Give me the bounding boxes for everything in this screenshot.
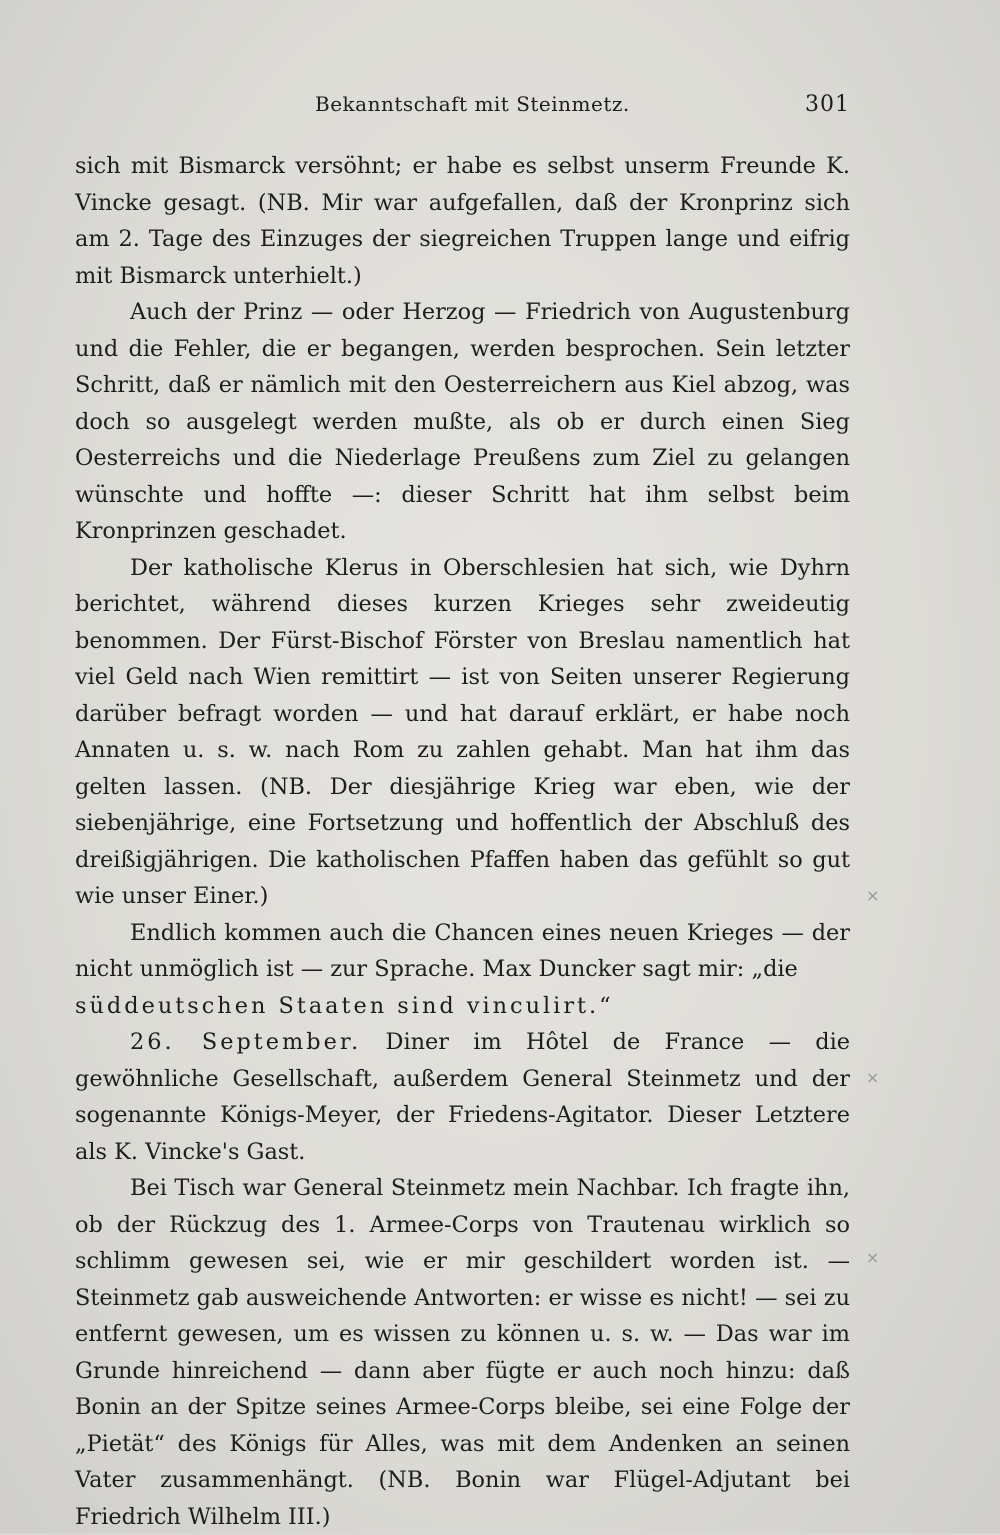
- paragraph-3: Der katholische Klerus in Oberschlesien hat sich, wie Dyhrn berichtet, während dieses kurzen Krieges sehr zweideutig benommen. Der Fürst-Bischof Förster von Breslau namentlich hat viel Geld nach Wien remittirt — ist von Seiten unserer Regierung darüber befragt worden — und hat darauf erklärt, er habe noch Annaten u. s. w. nach Rom zu zahlen gehabt. Man hat ihm das gelten lassen. (NB. Der diesjährige Krieg war eben, wie der siebenjährige, eine Fortsetzung und hoffentlich der Abschluß des dreißigjährigen. Die katholischen Pfaffen haben das gefühlt so gut wie unser Einer.): [75, 554, 850, 909]
- paragraph-4: [75, 915, 850, 1025]
- paragraph-4-spaced-text: süddeutschen Staaten sind vinculirt.“: [75, 992, 614, 1019]
- body-text: [75, 148, 850, 1535]
- margin-cross-mark: ×: [866, 1248, 880, 1267]
- paragraph-4-text: Endlich kommen auch die Chancen eines neuen Krieges — der nicht unmöglich ist — zur Sprache. Max Duncker sagt mir: „die: [75, 919, 850, 982]
- paragraph-1: sich mit Bismarck versöhnt; er habe es selbst unserm Freunde K. Vincke gesagt. (NB. Mir war aufgefallen, daß der Kronprinz sich am 2. Tage des Einzuges der siegreichen Truppen lange und eifrig mit Bismarck unterhielt.): [75, 153, 850, 289]
- paragraph-5: [75, 1024, 850, 1170]
- margin-cross-mark: ×: [866, 1068, 880, 1087]
- date-heading: 26. September.: [130, 1029, 362, 1055]
- paragraph-2: Auch der Prinz — oder Herzog — Friedrich von Augustenburg und die Fehler, die er begangen, werden besprochen. Sein letzter Schritt, daß er nämlich mit den Oesterreichern aus Kiel abzog, was doch so ausgelegt werden mußte, als ob er durch einen Sieg Oesterreichs und die Niederlage Preußens zum Ziel zu gelangen wünschte und hoffte —: dieser Schritt hat ihm selbst beim Kronprinzen geschadet.: [75, 299, 850, 544]
- paragraph-5-text: Diner im Hôtel de France — die gewöhnliche Gesellschaft, außerdem General Steinmetz und der sogenannte Königs-Meyer, der Friedens-Agitator. Dieser Letztere als K. Vincke's Gast.: [75, 1029, 850, 1165]
- page-header: [75, 92, 850, 132]
- page-number: 301: [805, 92, 850, 117]
- margin-cross-mark: ×: [866, 886, 880, 905]
- running-head: Bekanntschaft mit Steinmetz.: [315, 92, 630, 116]
- paragraph-6: Bei Tisch war General Steinmetz mein Nachbar. Ich fragte ihn, ob der Rückzug des 1. Armee-Corps von Trautenau wirklich so schlimm gewesen sei, wie er mir geschildert worden ist. — Steinmetz gab ausweichende Antworten: er wisse es nicht! — sei zu entfernt gewesen, um es wissen zu können u. s. w. — Das war im Grunde hinreichend — dann aber fügte er auch noch hinzu: daß Bonin an der Spitze seines Armee-Corps bleibe, sei eine Folge der „Pietät“ des Königs für Alles, was mit dem Andenken an seinen Vater zusammenhängt. (NB. Bonin war Flügel-Adjutant bei Friedrich Wilhelm III.): [75, 1175, 850, 1530]
